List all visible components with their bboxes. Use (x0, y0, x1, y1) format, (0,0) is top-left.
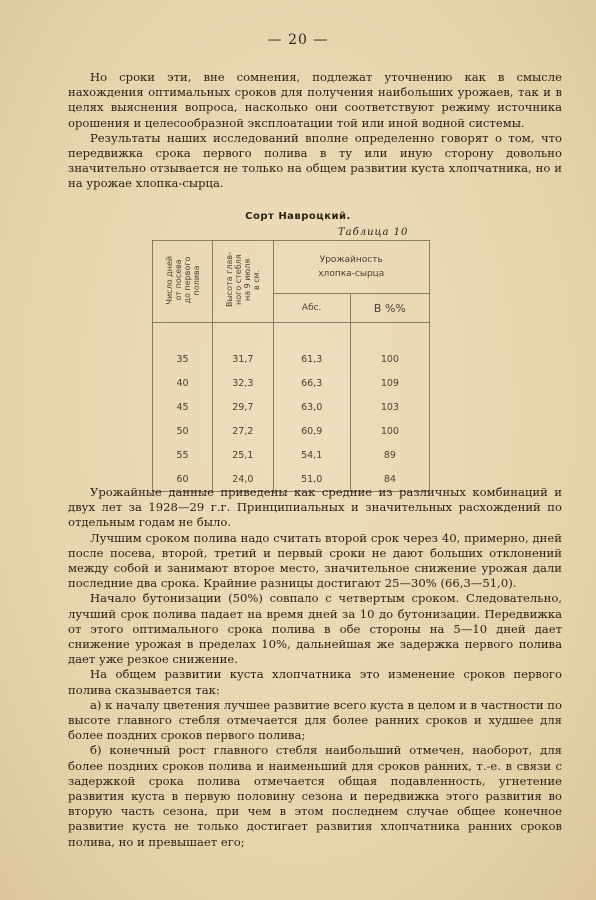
text-block-top (68, 70, 562, 192)
table-title: Сорт Навроцкий. (245, 211, 351, 222)
data-table (152, 240, 430, 492)
paragraph-8: б) конечный рост главного стебля наибольший отмечен, наоборот, для более поздних сроков полива и наименьший для сроков ранних, т.-е. в связи с задержкой срока полива отмечается общая подавленность, угнетение развития куста в первую половину сезона и передвижка этого развития во вторую часть сезона, при чем в этом последнем случае общее конечное развитие куста не только достигает развития хлопчатника ранних сроков полива, но и превышает его; (68, 743, 562, 849)
table-row: 60 24,0 51,0 84 (153, 467, 430, 492)
table-header-row (153, 241, 430, 294)
col-days-header: Число дней от посева до первого полива (153, 241, 213, 323)
text-block-bottom (68, 485, 562, 850)
paragraph-6: На общем развитии куста хлопчатника это изменение сроков первого полива сказывается так: (68, 667, 562, 697)
table-row: 35 31,7 61,3 100 (153, 347, 430, 371)
paragraph-1: Но сроки эти, вне сомнения, подлежат уточнению как в смысле нахождения оптимальных сроков для получения наибольших урожаев, так и в целях выяснения вопроса, насколько они соответствуют режиму источника орошения и целесообразной эксплоатации той или иной водной системы. (68, 70, 562, 130)
paragraph-7: а) к началу цветения лучшее развитие всего куста в целом и в частности по высоте главного стебля отмечается для более ранних сроков и худшее для более поздних сроков первого полива; (68, 697, 562, 743)
col-yield-header: Урожайность хлопка-сырца (273, 241, 429, 294)
paragraph-3: Урожайные данные приведены как средние из различных комбинаций и двух лет за 1928—29 г.г. Принципиальных и значительных расхождений по отдельным годам не было. (68, 485, 562, 530)
table-row: 50 27,2 60,9 100 (153, 419, 430, 443)
paragraph-5: Начало бутонизации (50%) совпало с четвертым сроком. Следовательно, лучший срок полива падает на время дней за 10 до бутонизации. Передвижка от этого оптимального срока полива в обе стороны на 5—10 дней дает снижение урожая в пределах 10%, дальнейшая же задержка первого полива дает уже резкое снижение. (68, 591, 562, 667)
paragraph-4: Лучшим сроком полива надо считать второй срок через 40, примерно, дней после посева, второй, третий и первый сроки не дают больших отклонений между собой и занимают второе место, значительное снижение урожая дали последние два срока. Крайние разницы достигают 25—30% (66,3—51,0). (68, 530, 562, 591)
table-spacer (153, 323, 430, 348)
col-height-header: Высота глав- ного стебля на 9 июля в см. (213, 241, 273, 323)
table-row: 55 25,1 54,1 89 (153, 443, 430, 467)
table-number: Таблица 10 (338, 227, 409, 238)
table-row: 40 32,3 66,3 109 (153, 371, 430, 395)
page-number: — 20 — (267, 32, 329, 48)
table-row: 45 29,7 63,0 103 (153, 395, 430, 419)
col-abs-header: Абс. (273, 294, 350, 323)
col-pct-header: В %% (350, 294, 429, 323)
paragraph-2: Результаты наших исследований вполне определенно говорят о том, что передвижка срока первого полива в ту или иную сторону довольно значительно отзывается не только на общем развитии куста хлопчатника, но и на урожае хлопка-сырца. (68, 130, 562, 191)
